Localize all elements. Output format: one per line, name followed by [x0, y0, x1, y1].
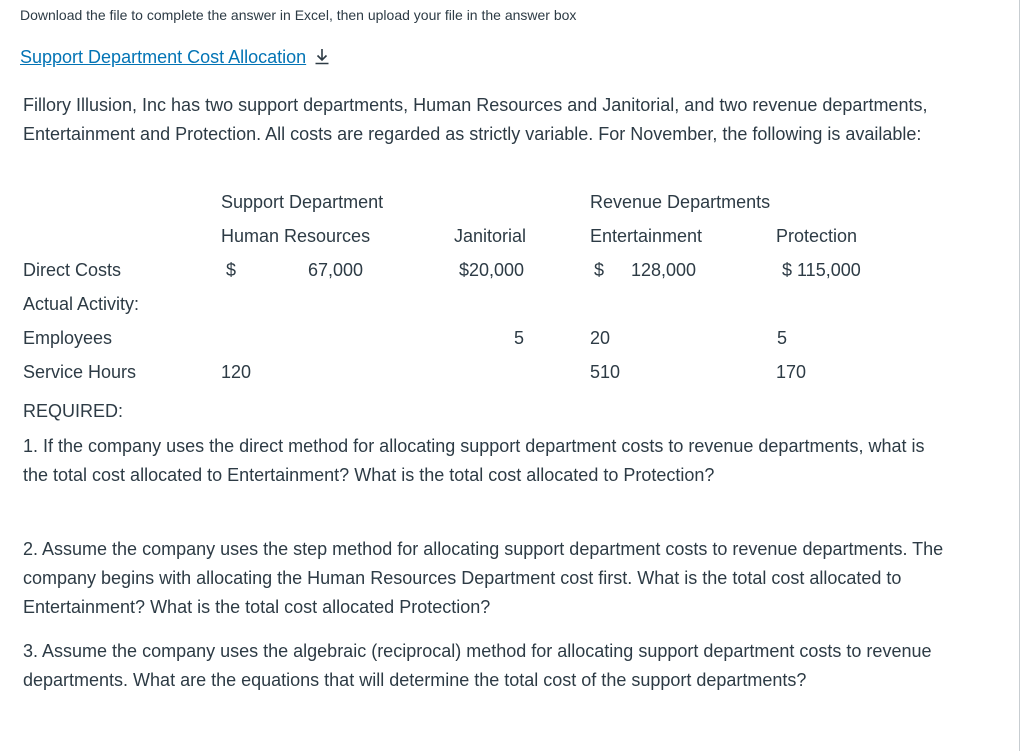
- direct-costs-ent-symbol: $: [594, 260, 605, 280]
- service-hours-entertainment: 510: [590, 362, 621, 382]
- row-employees-label: Employees: [23, 328, 113, 348]
- col-human-resources: Human Resources: [221, 226, 371, 246]
- file-link-label: Support Department Cost Allocation: [20, 47, 307, 67]
- question-3: 3. Assume the company uses the algebraic (reciprocal) method for allocating support department costs to revenue departments. What are the equations that will determine the total cost of the support departments?: [23, 641, 932, 690]
- header-revenue-departments: Revenue Departments: [590, 192, 771, 212]
- col-protection: Protection: [776, 226, 858, 246]
- direct-costs-protection: $ 115,000: [782, 260, 861, 280]
- direct-costs-janitorial: $20,000: [459, 260, 525, 280]
- question-2: 2. Assume the company uses the step method for allocating support department costs to revenue departments. The company begins with allocating the Human Resources Department cost first. What is the total cost allocated to Entertainment? What is the total cost allocated Protection?: [23, 539, 944, 617]
- service-hours-hr: 120: [221, 362, 252, 382]
- header-support-department: Support Department: [221, 192, 384, 212]
- employees-janitorial: 5: [514, 328, 525, 348]
- download-icon: [314, 47, 330, 70]
- instruction-text: Download the file to complete the answer in Excel, then upload your file in the answer box: [20, 7, 577, 23]
- intro-paragraph: Fillory Illusion, Inc has two support departments, Human Resources and Janitorial, and two revenue departments, Entertainment and Protection. All costs are regarded as strictly variable. For November, the following is available:: [23, 95, 928, 144]
- col-janitorial: Janitorial: [454, 226, 527, 246]
- direct-costs-hr-symbol: $: [226, 260, 237, 280]
- required-heading: REQUIRED:: [23, 401, 124, 421]
- row-direct-costs-label: Direct Costs: [23, 260, 122, 280]
- scroll-divider: [1019, 0, 1020, 751]
- employees-protection: 5: [777, 328, 788, 348]
- direct-costs-hr-value: 67,000: [308, 260, 364, 280]
- col-entertainment: Entertainment: [590, 226, 703, 246]
- employees-entertainment: 20: [590, 328, 611, 348]
- support-cost-file-link[interactable]: [20, 47, 330, 70]
- question-1: 1. If the company uses the direct method for allocating support department costs to revenue departments, what is the total cost allocated to Entertainment? What is the total cost allocated to Protection?: [23, 436, 925, 485]
- row-actual-activity-label: Actual Activity:: [23, 294, 140, 314]
- row-service-hours-label: Service Hours: [23, 362, 137, 382]
- service-hours-protection: 170: [776, 362, 807, 382]
- direct-costs-ent-value: 128,000: [631, 260, 697, 280]
